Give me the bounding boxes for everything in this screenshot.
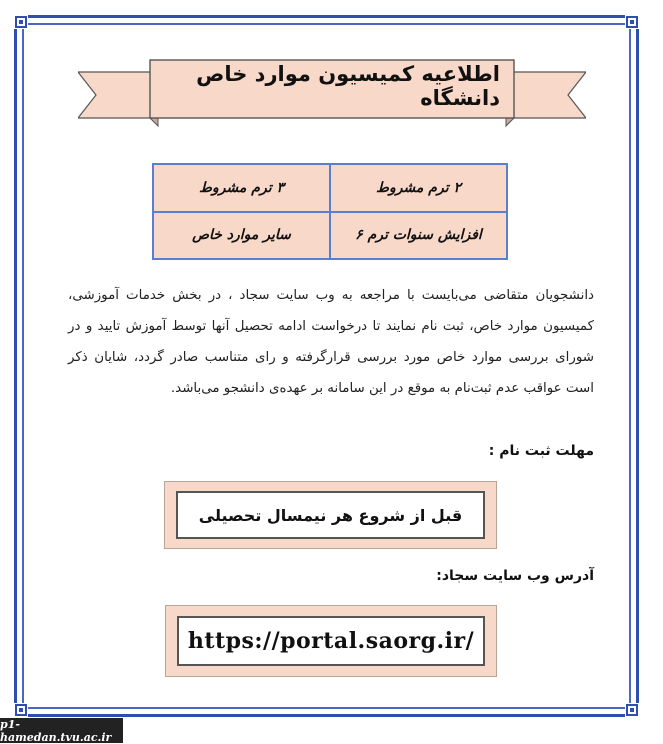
body-paragraph: دانشجویان متقاضی می‌بایست با مراجعه به وب سایت سجاد ، در بخش خدمات آموزشی، کمیسیون موارد خاص، ثبت نام نمایند تا درخواست ادامه تحصیل آنها توسط آموزش تایید و در شورای بررسی موارد خاص مورد بررسی قرارگرفته و رای متناسب صادر گردد، شایان ذکر است عواقب عدم ثبت‌نام به موقع در این سامانه بر عهده‌ی دانشجو می‌باشد.: [68, 288, 594, 396]
table-cell: ۲ ترم مشروط: [330, 164, 507, 212]
deadline-value: قبل از شروع هر نیمسال تحصیلی: [198, 505, 463, 525]
website-url-link[interactable]: https://portal.saorg.ir/: [187, 628, 475, 654]
footer-watermark: [0, 718, 123, 743]
table-cell: ۳ ترم مشروط: [153, 164, 330, 212]
table-cell: افزایش سنوات ترم ۶: [330, 212, 507, 260]
corner-ornament-icon: [14, 15, 28, 29]
page-title: اطلاعیه کمیسیون موارد خاص دانشگاه: [196, 62, 500, 110]
footer-text: p1-hamedan.tvu.ac.ir: [0, 717, 112, 744]
corner-ornament-icon: [14, 703, 28, 717]
url-inner-box: [177, 616, 485, 666]
condition-table: [152, 163, 508, 260]
table-cell: سایر موارد خاص: [153, 212, 330, 260]
deadline-label: مهلت ثبت نام :: [488, 443, 594, 459]
corner-ornament-icon: [625, 15, 639, 29]
deadline-inner-box: [176, 491, 485, 539]
corner-ornament-icon: [625, 703, 639, 717]
address-label: آدرس وب سایت سجاد:: [436, 568, 594, 584]
